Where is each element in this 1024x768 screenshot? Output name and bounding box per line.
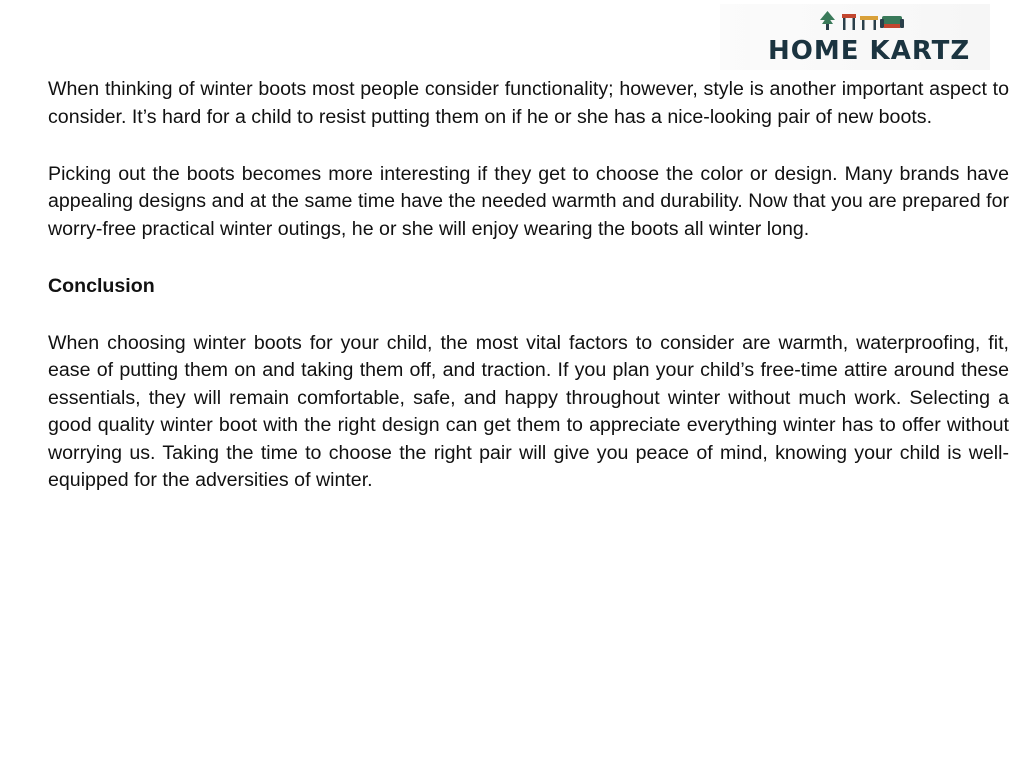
paragraph-choosing-design: Picking out the boots becomes more interesting if they get to choose the color or design. Many brands have appealing designs and at the same time have the needed warmth and durability. Now that you are prepared for worry-free practical winter outings, he or she will enjoy wearing the boots all winter long.	[48, 162, 1009, 240]
home-kartz-logo	[720, 4, 990, 70]
paragraph-conclusion: When choosing winter boots for your child, the most vital factors to consider are warmth, waterproofing, fit, ease of putting them on and taking them off, and traction. If you plan your child’s free-time attire around these essentials, they will remain comfortable, safe, and happy throughout winter without much work. Selecting a good quality winter boot with the right design can get them to appreciate everything winter has to offer without worrying us. Taking the time to choose the right pair will give you peace of mind, knowing your child is well-equipped for the adversities of winter.	[48, 331, 1009, 491]
logo-illustration-icon	[818, 10, 904, 32]
conclusion-heading: Conclusion	[48, 274, 155, 297]
logo-text: HOME KARTZ	[768, 36, 971, 66]
paragraph-style: When thinking of winter boots most people consider functionality; however, style is another important aspect to consider. It’s hard for a child to resist putting them on if he or she has a nice-looking pair of new boots.	[48, 78, 1009, 128]
article-body	[48, 76, 1009, 524]
